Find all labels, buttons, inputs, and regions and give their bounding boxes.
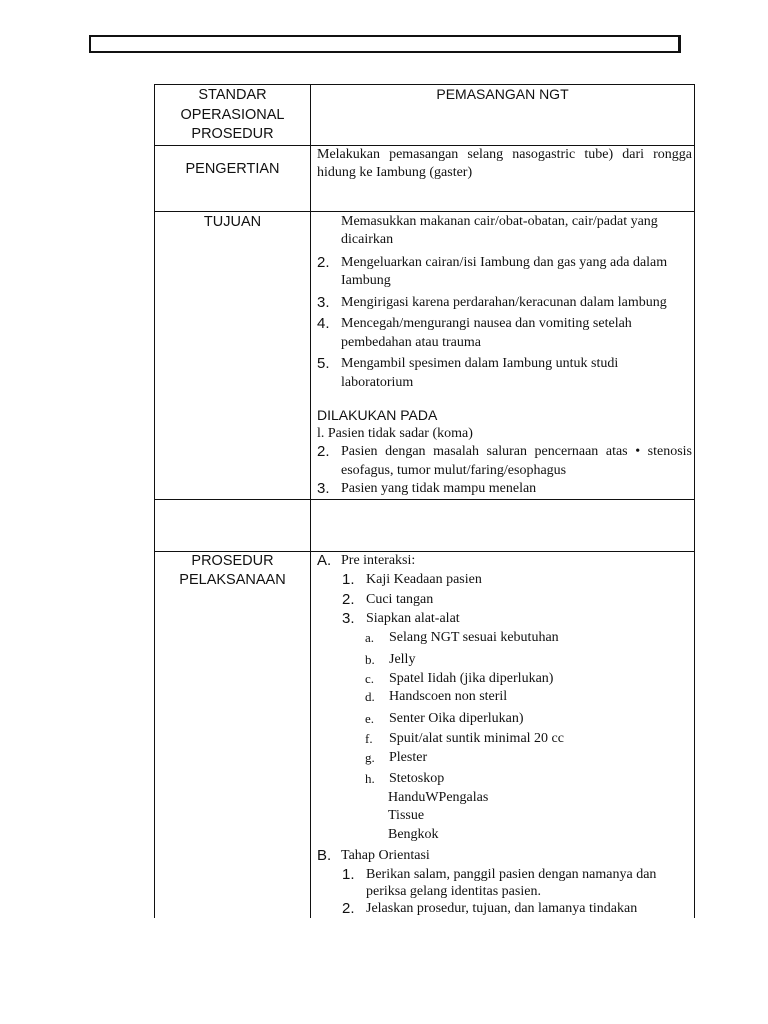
alat-extra-item: Tissue: [388, 808, 425, 823]
pengertian-row: [155, 145, 695, 211]
alat-item-text: Plester: [389, 749, 428, 765]
alat-item: [311, 688, 694, 707]
section-b-heading: [311, 847, 694, 866]
a-item-text: Siapkan alat-alat: [366, 611, 460, 626]
a-item-num: 3.: [342, 610, 355, 627]
empty-label-cell: [155, 499, 311, 551]
prosedur-label-line: PELAKSANAAN: [179, 572, 286, 588]
b-item-text: Berikan salam, panggil pasien dengan namanya dan periksa gelang identitas pasien.: [366, 866, 657, 899]
dilakukan-item: [311, 480, 694, 499]
tujuan-item-text: Mengeluarkan cairan/isi Iambung dan gas yang ada dalam Iambung: [341, 254, 668, 288]
alat-item-text: Stetoskop: [389, 771, 445, 786]
tujuan-item-num: 5.: [317, 355, 330, 372]
dilakukan-heading: DILAKUKAN PADA: [317, 407, 438, 423]
alat-item-num: a.: [365, 629, 375, 645]
alat-item: [311, 710, 694, 729]
tujuan-value-cell: [311, 211, 695, 499]
alat-item: [311, 749, 694, 768]
tujuan-label: TUJUAN: [203, 213, 262, 230]
section-a-num: A.: [317, 551, 332, 569]
alat-item: [311, 770, 694, 789]
dilakukan-item-num: 3.: [317, 480, 330, 497]
tujuan-item-num: 3.: [317, 293, 330, 311]
tujuan-item: [311, 355, 694, 392]
alat-item-num: b.: [365, 652, 375, 667]
prosedur-value-cell: [311, 551, 695, 918]
b-item-num: 1.: [342, 865, 355, 883]
b-item: [311, 866, 694, 900]
title-row: [155, 85, 695, 146]
title-value-cell: [311, 85, 695, 146]
alat-item-text: Spuit/alat suntik minimal 20 cc: [389, 731, 564, 746]
alat-item-num: d.: [365, 689, 375, 704]
alat-item-text: Jelly: [389, 652, 416, 667]
title-label-line: PROSEDUR: [191, 126, 274, 142]
alat-item-text: Senter Oika diperlukan): [389, 710, 524, 726]
alat-item-text: Selang NGT sesuai kebutuhan: [389, 629, 559, 645]
b-item-text: Jelaskan prosedur, tujuan, dan lamanya tindakan: [366, 900, 638, 916]
dilakukan-item-text: Pasien yang tidak mampu menelan: [341, 481, 537, 496]
b-item-num: 2.: [342, 899, 355, 917]
pengertian-label: PENGERTIAN: [185, 160, 280, 177]
alat-item: [311, 670, 694, 689]
alat-extra-item: Bengkok: [388, 826, 439, 842]
a-item-text: Kaji Keadaan pasien: [366, 572, 482, 587]
pengertian-label-cell: [155, 145, 311, 211]
a-item: [311, 571, 694, 590]
title-label-line: OPERASIONAL: [180, 106, 285, 123]
pengertian-value-cell: [311, 145, 695, 211]
a-item-num: 2.: [342, 590, 355, 608]
alat-item-num: c.: [365, 670, 375, 686]
tujuan-label-cell: [155, 211, 311, 499]
tujuan-item: [311, 315, 694, 352]
dilakukan-item: [311, 443, 694, 480]
section-a-heading: [311, 552, 694, 571]
alat-item-text: Spatel Iidah (jika diperlukan): [389, 670, 554, 686]
a-item: [311, 610, 694, 629]
header-box: [89, 35, 681, 53]
a-item-num: 1.: [342, 571, 355, 588]
tujuan-item-text: Mencegah/mengurangi nausea dan vomiting setelah pembedahan atau trauma: [341, 316, 632, 350]
alat-item: [311, 651, 694, 670]
dilakukan-item-first: l. Pasien tidak sadar (koma): [317, 425, 473, 441]
empty-value-cell: [311, 499, 695, 551]
prosedur-label-line: PROSEDUR: [191, 552, 274, 569]
alat-item-num: e.: [365, 710, 375, 726]
alat-item-num: h.: [365, 771, 375, 786]
alat-item-num: f.: [365, 731, 373, 746]
title-label-cell: [155, 85, 311, 146]
tujuan-item: [311, 254, 694, 291]
tujuan-item-text: Mengambil spesimen dalam Iambung untuk studi laboratorium: [341, 356, 619, 390]
alat-item: [311, 629, 694, 648]
empty-row: [155, 499, 695, 551]
tujuan-item-num: 4.: [317, 315, 330, 332]
tujuan-item: [311, 213, 694, 250]
section-b-title: Tahap Orientasi: [341, 848, 430, 863]
section-b-num: B.: [317, 847, 332, 864]
tujuan-row: [155, 211, 695, 499]
prosedur-label-cell: [155, 551, 311, 918]
sop-table: [154, 84, 695, 918]
a-item-text: Cuci tangan: [366, 591, 434, 607]
tujuan-item-text: Memasukkan makanan cair/obat-obatan, cair/padat yang dicairkan: [341, 213, 658, 247]
a-item: [311, 591, 694, 610]
tujuan-item: [311, 294, 694, 313]
section-a-title: Pre interaksi:: [341, 552, 416, 568]
dilakukan-item-num: 2.: [317, 443, 330, 460]
alat-extra-item: HanduWPengalas: [388, 789, 489, 805]
document-title: PEMASANGAN NGT: [436, 86, 569, 102]
alat-item: [311, 730, 694, 749]
pengertian-text: Melakukan pemasangan selang nasogastric tube) dari rongga hidung ke Iambung (gaster): [317, 146, 692, 180]
tujuan-item-num: 2.: [317, 253, 330, 271]
alat-item-text: Handscoen non steril: [389, 689, 508, 704]
tujuan-item-text: Mengirigasi karena perdarahan/keracunan dalam lambung: [341, 294, 667, 310]
alat-item-num: g.: [365, 749, 375, 765]
title-label-line: STANDAR: [198, 87, 267, 103]
b-item: [311, 900, 694, 919]
dilakukan-item-text: Pasien dengan masalah saluran pencernaan atas • stenosis esofagus, tumor mulut/faring/esophagus: [341, 444, 692, 478]
prosedur-row: [155, 551, 695, 918]
